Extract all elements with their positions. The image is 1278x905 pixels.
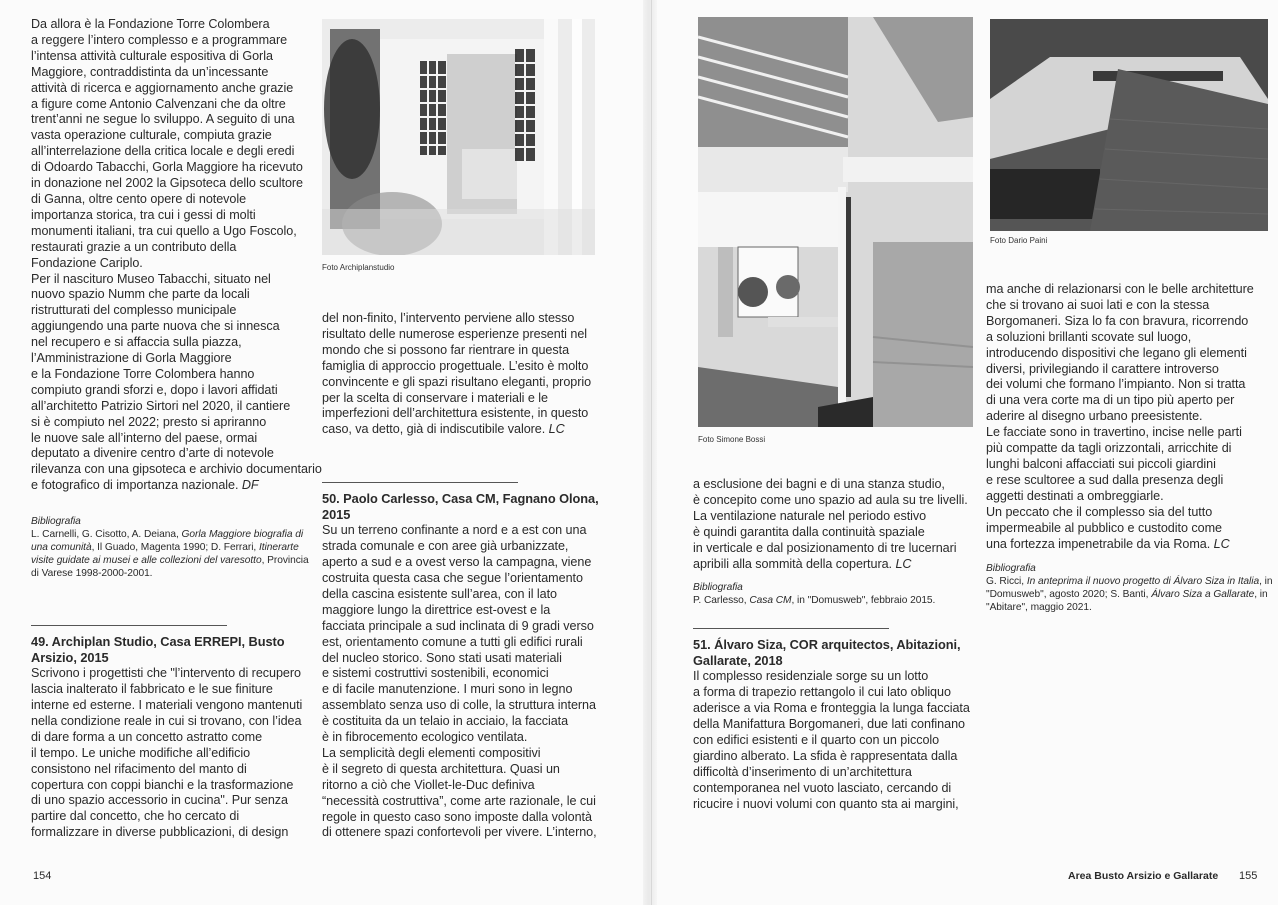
- bibliography-block: [693, 581, 983, 607]
- running-head: Area Busto Arsizio e Gallarate: [1068, 870, 1219, 882]
- text-line: con edifici esistenti e il quarto con un piccolo: [693, 733, 940, 748]
- entry-50-text: [322, 523, 607, 841]
- photo-caption: Foto Dario Paini: [990, 236, 1048, 245]
- right-page-column-3: [693, 477, 983, 813]
- text-line: Da allora è la Fondazione Torre Colombera: [31, 17, 270, 31]
- text-line: regole in questo caso sono imposte dalla volontà: [322, 809, 592, 824]
- text-line: aderire al disegno urbano preesistente.: [986, 409, 1203, 424]
- text-line: consistono nel rifacimento del manto di: [31, 761, 247, 776]
- text-line: famiglia di approccio progettuale. L’esito è molto: [322, 358, 589, 373]
- text-line: e la Fondazione Torre Colombera hanno: [31, 366, 255, 381]
- text-line: Un peccato che il complesso sia del tutto: [986, 504, 1213, 519]
- text-line: La ventilazione naturale nel periodo estivo: [693, 508, 927, 523]
- text-line: contemporanea nel vuoto lasciato, cercando di: [693, 780, 952, 795]
- text-line: nel recupero e si affaccia sulla piazza,: [31, 335, 242, 350]
- entry-49-text: [31, 666, 311, 841]
- bib-title: Casa CM: [749, 595, 792, 607]
- text-line: all’interrelazione della critica locale e degli eredi: [31, 144, 295, 159]
- text-line: lascia inalterato il fabbricato e le sue finiture: [31, 682, 273, 697]
- text-line-content: apribili alla sommità della copertura.: [693, 556, 892, 571]
- text-line: Per il nascituro Museo Tabacchi, situato nel: [31, 271, 271, 286]
- text-line: aderisce a via Roma e fronteggia la lunga facciata: [693, 701, 970, 716]
- heading-line: Gallarate, 2018: [693, 653, 783, 669]
- text-line: difficoltà d’inserimento di un’architettura: [693, 764, 912, 779]
- text-line: è concepito come uno spazio ad aula su tre livelli.: [693, 492, 968, 507]
- heading-line: 50. Paolo Carlesso, Casa CM, Fagnano Olona,: [322, 491, 599, 507]
- bib-text: L. Carnelli, G. Cisotto, A. Deiana,: [31, 529, 182, 541]
- text-line: impermeabile al pubblico e custodito come: [986, 520, 1222, 535]
- text-line-content: e fotografico di importanza nazionale.: [31, 478, 239, 493]
- entry-50-continuation: [693, 477, 983, 572]
- text-line: importanza storica, tra cui i gessi di molti: [31, 207, 256, 222]
- text-line: vasta operazione culturale, compiuta grazie: [31, 128, 272, 143]
- page-number-right: 155: [1239, 870, 1258, 882]
- text-line: [693, 557, 983, 573]
- entry-51-heading: [693, 637, 983, 669]
- text-line: maggiore lungo la direttrice est-ovest e la: [322, 602, 551, 617]
- author-signature: DF: [241, 478, 259, 493]
- text-line-content: una fortezza impenetrabile da via Roma.: [986, 536, 1211, 551]
- text-line: della cascina esistente sull’area, con il lato: [322, 586, 558, 601]
- right-page-column-4: [986, 282, 1276, 614]
- section-divider: [31, 625, 227, 626]
- text-line: a forma di trapezio rettangolo il cui lato obliquo: [693, 685, 951, 700]
- text-line-content: caso, va detto, già di indiscutibile valore.: [322, 422, 546, 437]
- text-line: aggiungendo una parte nuova che si innesca: [31, 319, 280, 334]
- text-line: è in fibrocemento ecologico ventilata.: [322, 730, 528, 745]
- text-line: di ottenere spazi confortevoli per vivere. L’interno,: [322, 825, 597, 840]
- bibliography-block: [31, 515, 311, 580]
- text-line: ricucire i nuovi volumi con quanto sta ai margini,: [693, 796, 959, 811]
- text-line: il tempo. Le uniche modifiche all’edificio: [31, 745, 251, 760]
- text-line: di uno spazio accessorio in cucina". Pur senza: [31, 793, 288, 808]
- text-line: diversi, privilegiando il carattere introverso: [986, 361, 1219, 376]
- text-line: è il segreto di questa architettura. Quasi un: [322, 761, 560, 776]
- text-line: [31, 478, 311, 494]
- text-line: trent’anni ne segue lo sviluppo. A seguito di una: [31, 112, 295, 127]
- bibliography-title: Bibliografia: [31, 516, 81, 528]
- text-line: partire dal concetto, che ho cercato di: [31, 809, 240, 824]
- photo-casa-cm-image: [698, 17, 973, 427]
- text-line: Scrivono i progettisti che "l’intervento di recupero: [31, 666, 301, 681]
- bibliography-text: [986, 575, 1276, 614]
- heading-line: Arsizio, 2015: [31, 650, 109, 666]
- text-line: Le facciate sono in travertino, incise nelle parti: [986, 425, 1242, 440]
- bib-text: , Il Guado, Magenta 1990; D. Ferrari,: [91, 542, 259, 554]
- text-line: Fondazione Cariplo.: [31, 255, 143, 270]
- left-page-column-2: [322, 311, 607, 841]
- bibliography-text: [693, 594, 983, 607]
- photo-casa-cm: [698, 17, 973, 427]
- text-line: facciata principale a sud inclinata di 9 gradi verso: [322, 618, 594, 633]
- text-line: del non-finito, l’intervento perviene allo stesso: [322, 311, 575, 325]
- text-line: di una vera corte ma di un tipo più aperto per: [986, 393, 1235, 408]
- text-line: formalizzare in diverse pubblicazioni, di design: [31, 825, 289, 840]
- text-line: est, orientamento comune a tutti gli edifici rurali: [322, 634, 583, 649]
- text-line: Maggiore, contraddistinta da un’incessante: [31, 64, 269, 79]
- text-line: in verticale e dal posizionamento di tre lucernari: [693, 540, 957, 555]
- photo-abitazioni-gallarate: [990, 19, 1268, 231]
- text-line: in donazione nel 2002 la Gipsoteca dello scultore: [31, 176, 303, 191]
- bib-text: , in "Domusweb", febbraio 2015.: [791, 595, 936, 607]
- text-line: La semplicità degli elementi compositivi: [322, 745, 541, 760]
- text-line: nella condizione reale in cui si trovano, con l’idea: [31, 713, 302, 728]
- text-line: Il complesso residenziale sorge su un lotto: [693, 669, 929, 684]
- author-signature: LC: [1213, 536, 1230, 551]
- text-line: “necessità costruttiva”, come arte razionale, le cui: [322, 793, 596, 808]
- photo-casa-errepi-image: [322, 19, 595, 255]
- text-line: restaurati grazie a un contributo della: [31, 239, 237, 254]
- text-line: risultato delle numerose esperienze presenti nel: [322, 326, 588, 341]
- author-signature: LC: [548, 422, 565, 437]
- heading-line: 2015: [322, 507, 351, 523]
- entry-51-continuation: [986, 282, 1276, 552]
- text-line: rilevanza con una gipsoteca e archivio documentario: [31, 462, 322, 477]
- heading-line: 49. Archiplan Studio, Casa ERREPI, Busto: [31, 634, 285, 650]
- bibliography-text: [31, 528, 309, 580]
- text-line: e sistemi costruttivi sostenibili, economici: [322, 666, 549, 681]
- text-line: si è compiuto nel 2022; presto si apriranno: [31, 414, 267, 429]
- text-line: e di facile manutenzione. I muri sono in legno: [322, 682, 573, 697]
- text-line: Su un terreno confinante a nord e a est con una: [322, 523, 587, 538]
- bibliography-title: Bibliografia: [693, 582, 743, 594]
- text-line: a esclusione dei bagni e di una stanza studio,: [693, 477, 945, 491]
- text-line: compiuto grandi sforzi e, dopo i lavori affidati: [31, 382, 278, 397]
- text-line: aperto a sud e a ovest verso la campagna, viene: [322, 555, 592, 570]
- text-line: interne ed esterne. I materiali vengono mantenuti: [31, 698, 303, 712]
- text-line: introducendo dispositivi che legano gli elementi: [986, 345, 1247, 360]
- intro-text: [31, 17, 322, 494]
- text-line: costruita questa casa che segue l’orientamento: [322, 570, 583, 585]
- text-line: della Manifattura Borgomaneri, due lati confinano: [693, 717, 965, 732]
- text-line: ritorno a ciò che Viollet-le-Duc definiva: [322, 777, 535, 792]
- bib-text: G. Ricci,: [986, 576, 1027, 588]
- text-line: giardino alberato. La sfida è rappresentata dalla: [693, 748, 958, 763]
- bib-text: , Provincia di Varese 1998-2000-2001.: [31, 555, 309, 580]
- entry-50-heading: [322, 491, 607, 523]
- text-line: a soluzioni brillanti scovate sul luogo,: [986, 329, 1192, 344]
- bib-text: , in "Abitare", maggio 2021.: [986, 589, 1268, 614]
- photo-caption: Foto Simone Bossi: [698, 435, 766, 444]
- entry-49-continuation: [322, 311, 607, 438]
- text-line: [986, 537, 1276, 553]
- text-line: l’intensa attività culturale espositiva di Gorla: [31, 48, 273, 63]
- bib-text: , in "Domusweb", agosto 2020; S. Banti,: [986, 576, 1273, 601]
- text-line: di Odoardo Tabacchi, Gorla Maggiore ha ricevuto: [31, 160, 303, 175]
- heading-line: 51. Álvaro Siza, COR arquitectos, Abitazioni,: [693, 637, 961, 653]
- book-gutter: [643, 0, 657, 905]
- text-line: aggetti destinati a ombreggiarle.: [986, 488, 1164, 503]
- text-line: l’Amministrazione di Gorla Maggiore: [31, 351, 232, 366]
- bib-title: Itinerarte visite guidate ai musei e alle collezioni del varesotto: [31, 542, 299, 567]
- photo-casa-errepi: [322, 19, 595, 255]
- section-divider: [322, 482, 518, 483]
- text-line: monumenti italiani, tra cui quello a Ugo Foscolo,: [31, 223, 297, 238]
- text-line: che si trovano ai suoi lati e con la stessa: [986, 297, 1210, 312]
- text-line: nuovo spazio Numm che parte da locali: [31, 287, 250, 302]
- bib-title: Gorla Maggiore biografia di una comunità: [31, 529, 304, 554]
- photo-caption: Foto Archiplanstudio: [322, 263, 395, 272]
- text-line: deputato a divenire centro d’arte di notevole: [31, 446, 274, 461]
- text-line: è quindi garantita dalla continuità spaziale: [693, 524, 925, 539]
- text-line: assemblato senza uso di colle, la struttura interna: [322, 698, 596, 713]
- text-line: di Ganna, oltre cento opere di notevole: [31, 191, 247, 206]
- author-signature: LC: [895, 556, 912, 571]
- section-divider: [693, 628, 889, 629]
- text-line: per la scelta di conservare i materiali e le: [322, 390, 548, 405]
- text-line: di dare forma a un concetto astratto come: [31, 729, 263, 744]
- text-line: del nucleo storico. Sono stati usati materiali: [322, 650, 562, 665]
- text-line: più compatte da tagli orizzontali, arricchite di: [986, 441, 1232, 456]
- bib-title: In anteprima il nuovo progetto di Álvaro Siza in Italia: [1026, 576, 1260, 588]
- text-line: ma anche di relazionarsi con le belle architetture: [986, 282, 1254, 296]
- entry-51-text: [693, 669, 983, 812]
- text-line: convincente e gli spazi risultano eleganti, proprio: [322, 374, 592, 389]
- text-line: strada comunale e con aree già urbanizzate,: [322, 539, 569, 554]
- photo-abitazioni-image: [990, 19, 1268, 231]
- text-line: a reggere l’intero complesso e a programmare: [31, 32, 288, 47]
- entry-49-heading: [31, 634, 311, 666]
- text-line: [322, 422, 607, 438]
- text-line: imperfezioni dell’architettura esistente, in questo: [322, 406, 589, 421]
- bibliography-block: [986, 562, 1276, 614]
- bibliography-title: Bibliografia: [986, 563, 1036, 575]
- left-page-column-1: [31, 17, 322, 841]
- text-line: ristrutturati del complesso municipale: [31, 303, 237, 318]
- page-number-left: 154: [33, 870, 52, 882]
- text-line: all’architetto Patrizio Sirtori nel 2020, il cantiere: [31, 398, 291, 413]
- text-line: Borgomaneri. Siza lo fa con bravura, ricorrendo: [986, 313, 1249, 328]
- text-line: e rese scultoree a sud dalla presenza degli: [986, 472, 1224, 487]
- bib-text: P. Carlesso,: [693, 595, 750, 607]
- text-line: copertura con coppi bianchi e la trasformazione: [31, 777, 294, 792]
- text-line: attività di ricerca e aggiornamento anche grazie: [31, 80, 294, 95]
- text-line: è costituita da un telaio in acciaio, la facciata: [322, 714, 569, 729]
- text-line: a figure come Antonio Calvenzani che da oltre: [31, 96, 286, 111]
- gutter-fold-line: [651, 0, 652, 905]
- text-line: lunghi balconi affacciati sui piccoli giardini: [986, 456, 1216, 471]
- text-line: le nuove sale all’interno del paese, ormai: [31, 430, 258, 445]
- text-line: mondo che si possono far rientrare in questa: [322, 342, 570, 357]
- text-line: dei volumi che formano l’impianto. Non si tratta: [986, 377, 1246, 392]
- bib-title: Álvaro Siza a Gallarate: [1151, 589, 1255, 601]
